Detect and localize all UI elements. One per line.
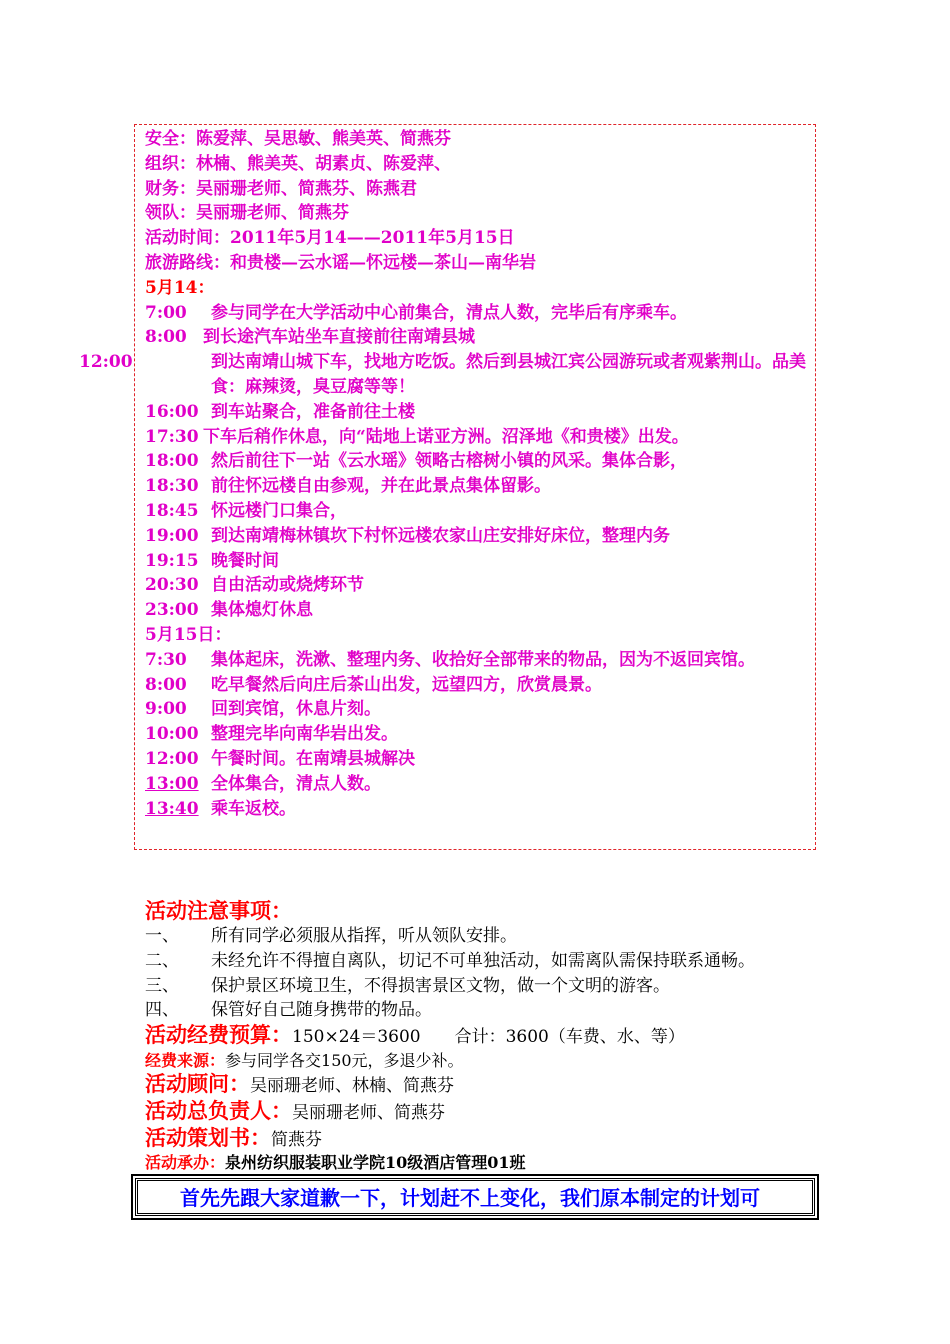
item-desc: 下车后稍作休息，向“陆地上诺亚方洲。沼泽地《和贵楼》出发。 [203,426,689,447]
schedule-item [145,524,807,549]
item-time: 7:00 [145,302,187,323]
organizer-row [145,1152,845,1174]
organizer-label: 活动承办： [145,1153,226,1173]
item-desc: 吃早餐然后向庄后茶山出发，远望四方，欣赏晨景。 [211,674,602,695]
budget-label: 活动经费预算： [145,1022,292,1048]
item-time: 16:00 [145,401,199,422]
planner-label: 活动策划书： [145,1124,271,1150]
advisor-label: 活动顾问： [145,1070,250,1096]
role-leader: 领队：吴丽珊老师、简燕芬 [145,203,349,224]
advisor-row [145,1072,845,1099]
schedule-item [145,797,807,822]
item-desc: 整理完毕向南华岩出发。 [211,724,398,745]
note-item [145,998,845,1023]
item-desc: 自由活动或烧烤环节 [211,575,364,596]
note-num: 一、 [145,926,179,946]
schedule-item [145,573,807,598]
notes-heading: 活动注意事项： [145,898,292,923]
advisor-value: 吴丽珊老师、林楠、简燕芬 [250,1075,454,1096]
schedule-item [145,673,807,698]
item-desc: 然后前往下一站《云水瑶》领略古榕树小镇的风采。集体合影， [211,451,687,472]
item-desc: 前往怀远楼自由参观，并在此景点集体留影。 [211,476,551,497]
item-time: 17:30 [145,426,199,447]
item-desc: 回到宾馆，休息片刻。 [211,699,381,720]
item-time: 10:00 [145,724,199,745]
funding-label: 经费来源： [145,1050,226,1070]
schedule-item [145,425,807,450]
note-text: 保管好自己随身携带的物品。 [211,1000,432,1021]
budget-value: 150×24＝3600 合计：3600（车费、水、等） [292,1027,685,1048]
item-time: 18:45 [145,500,199,521]
schedule-item [145,747,807,772]
schedule-item [145,499,807,524]
schedule-item [79,350,807,400]
apology-banner [131,1174,819,1220]
item-time: 20:30 [145,575,199,596]
role-safety: 安全：陈爱萍、吴思敏、熊美英、简燕芬 [145,129,451,149]
role-finance: 财务：吴丽珊老师、简燕芬、陈燕君 [145,178,417,199]
day1-title: 5月14： [145,277,215,298]
schedule-item [145,474,807,499]
note-text: 保护景区环境卫生，不得损害景区文物，做一个文明的游客。 [211,975,670,996]
budget-row [145,1023,845,1050]
item-desc: 到达南靖山城下车，找地方吃饭。然后到县城江宾公园游玩或者观紫荆山。品美食：麻辣烫，臭豆腐等等！ [211,352,806,397]
item-desc: 午餐时间。在南靖县城解决 [211,748,415,769]
schedule-item [145,325,807,350]
item-time: 12:00 [79,352,133,373]
note-item [145,974,845,999]
item-time: 8:00 [145,327,187,348]
planner-row [145,1126,845,1153]
note-num: 二、 [145,950,179,971]
item-desc: 到车站聚合，准备前往土楼 [211,401,415,422]
item-desc: 怀远楼门口集合， [211,500,347,521]
item-time: 13:00 [145,773,199,794]
travel-route: 旅游路线：和贵楼—云水谣—怀远楼—茶山—南华岩 [145,252,536,273]
item-desc: 全体集合，清点人数。 [211,773,381,794]
item-time: 12:00 [145,748,199,769]
item-time: 19:00 [145,525,199,546]
schedule-item [145,697,807,722]
note-num: 三、 [145,975,179,996]
item-time: 7:30 [145,649,187,670]
item-desc: 晚餐时间 [211,550,279,571]
leader-value: 吴丽珊老师、简燕芬 [292,1102,445,1123]
item-time: 19:15 [145,550,199,571]
item-desc: 到长途汽车站坐车直接前往南靖县城 [203,327,475,348]
apology-text: 首先先跟大家道歉一下，计划赶不上变化，我们原本制定的计划可 [135,1178,815,1216]
note-num: 四、 [145,1000,179,1021]
planner-value: 简燕芬 [271,1129,322,1150]
item-time: 13:40 [145,798,199,819]
funding-row [145,1050,845,1072]
item-desc: 乘车返校。 [211,798,296,819]
item-time: 18:00 [145,451,199,472]
note-item [145,949,845,974]
note-text: 所有同学必须服从指挥，听从领队安排。 [211,926,517,946]
item-desc: 集体起床，洗漱、整理内务、收拾好全部带来的物品，因为不返回宾馆。 [211,649,755,670]
leader-label: 活动总负责人： [145,1097,292,1123]
leader-row [145,1099,845,1126]
schedule-item [145,648,807,673]
item-time: 9:00 [145,699,187,720]
item-desc: 参与同学在大学活动中心前集合，清点人数，完毕后有序乘车。 [211,302,687,323]
note-item [145,924,845,949]
schedule-box [79,124,816,850]
item-time: 23:00 [145,600,199,621]
schedule-item [145,301,807,326]
note-text: 未经允许不得擅自离队，切记不可单独活动，如需离队需保持联系通畅。 [211,950,755,971]
funding-value: 参与同学各交150元，多退少补。 [225,1050,464,1070]
schedule-item [145,598,807,623]
item-desc: 到达南靖梅林镇坎下村怀远楼农家山庄安排好床位，整理内务 [211,525,670,546]
schedule-item [145,400,807,425]
role-organization: 组织：林楠、熊美英、胡素贞、陈爱萍、 [145,153,451,174]
item-desc: 集体熄灯休息 [211,600,313,621]
schedule-item [145,772,807,797]
activity-time: 活动时间：2011年5月14——2011年5月15日 [145,228,515,249]
notes-section [145,898,845,1174]
organizer-value: 泉州纺织服装职业学院10级酒店管理01班 [225,1153,526,1173]
item-time: 18:30 [145,476,199,497]
item-time: 8:00 [145,674,187,695]
schedule-item [145,549,807,574]
schedule-item [145,449,807,474]
schedule-item [145,722,807,747]
day2-title: 5月15日： [145,624,232,645]
